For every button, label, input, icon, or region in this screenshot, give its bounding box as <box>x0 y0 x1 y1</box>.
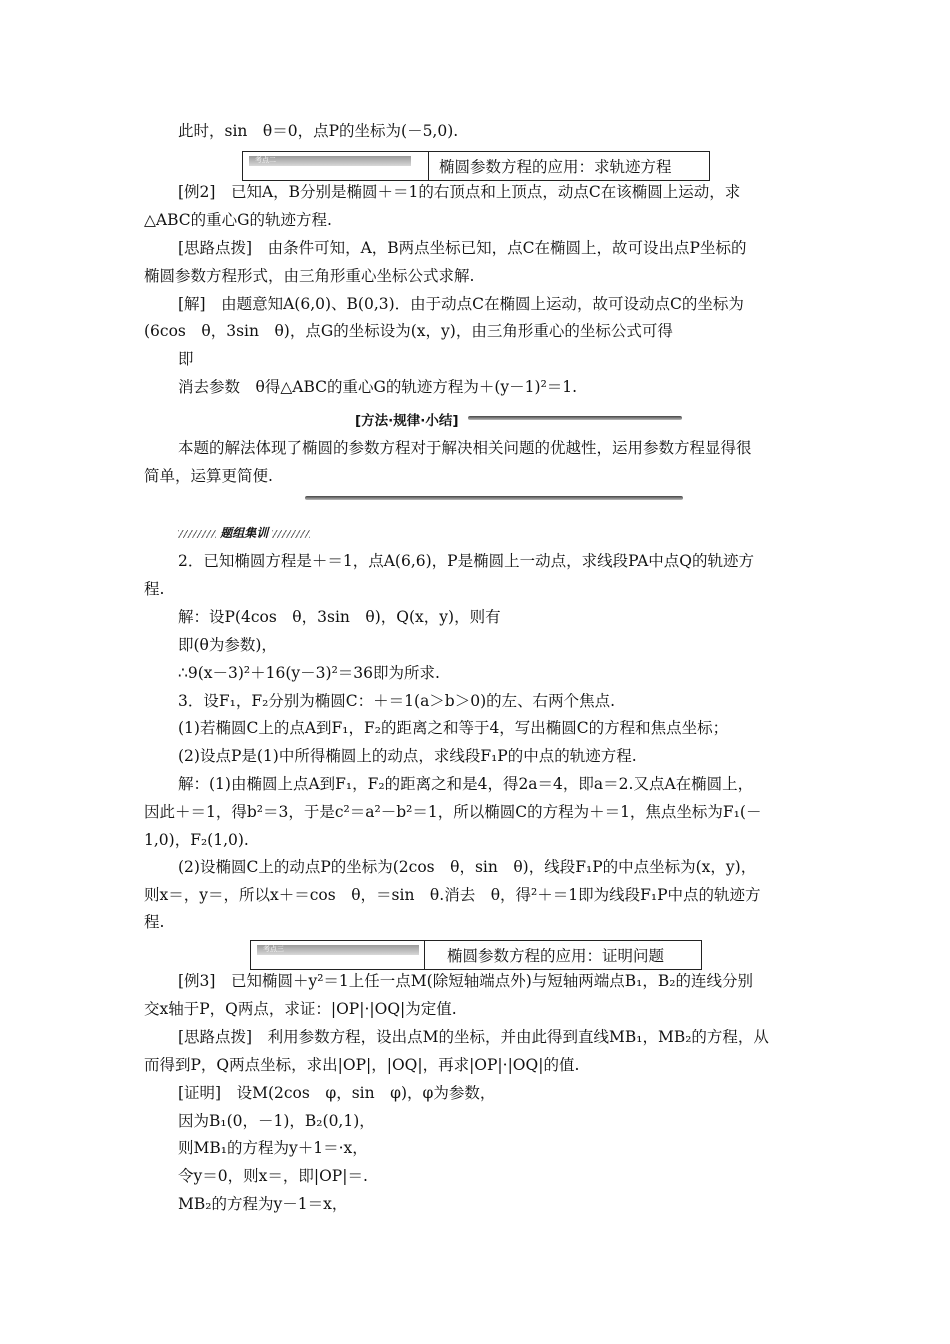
text-line: ∴9(x－3)²＋16(y－3)²＝36即为所求. <box>178 664 440 682</box>
text-line: 本题的解法体现了椭圆的参数方程对于解决相关问题的优越性，运用参数方程显得很 <box>178 439 752 457</box>
topic-title: 椭圆参数方程的应用：证明问题 <box>447 947 665 965</box>
text-line: 因此＋＝1，得b²＝3，于是c²＝a²－b²＝1，所以椭圆C的方程为＋＝1，焦点坐标为F₁(－ <box>144 803 762 821</box>
text-line: [例3] 已知椭圆＋y²＝1上任一点M(除短轴端点外)与短轴两端点B₁，B₂的连线分别 <box>178 972 753 990</box>
text-line: 则x＝，y＝，所以x＋＝cos θ，＝sin θ.消去 θ，得²＋＝1即为线段F₁P中点的轨迹方 <box>144 886 761 904</box>
text-line: MB₂的方程为y－1＝x， <box>178 1195 348 1213</box>
text-line: [证明] 设M(2cos φ，sin φ)，φ为参数， <box>178 1084 496 1102</box>
text-line: 则MB₁的方程为y＋1＝·x， <box>178 1139 368 1157</box>
text-line: (6cos θ，3sin θ)，点G的坐标设为(x，y)，由三角形重心的坐标公式可得 <box>144 322 673 340</box>
text-line: 即(θ为参数)， <box>178 636 277 654</box>
text-line: 此时，sin θ＝0，点P的坐标为(－5,0). <box>178 122 459 140</box>
heading-rule <box>468 416 682 420</box>
box-divider <box>424 941 425 969</box>
topic-tag: 考点二 <box>249 156 411 166</box>
text-line: 2．已知椭圆方程是＋＝1，点A(6,6)，P是椭圆上一动点，求线段PA中点Q的轨迹方 <box>178 552 754 570</box>
text-line: (1)若椭圆C上的点A到F₁，F₂的距离之和等于4，写出椭圆C的方程和焦点坐标； <box>178 719 729 737</box>
text-line: 椭圆参数方程形式，由三角形重心坐标公式求解. <box>144 267 475 285</box>
text-line: 3．设F₁，F₂分别为椭圆C：＋＝1(a＞b＞0)的左、右两个焦点. <box>178 692 616 710</box>
text-line: 令y＝0，则x＝，即|OP|＝. <box>178 1167 368 1185</box>
text-line: [例2] 已知A，B分别是椭圆＋＝1的右顶点和上顶点，动点C在该椭圆上运动，求 <box>178 183 741 201</box>
text-line: 简单，运算更简便. <box>144 467 273 485</box>
text-line: (2)设椭圆C上的动点P的坐标为(2cos θ，sin θ)，线段F₁P的中点坐标为(x，y)， <box>178 858 757 876</box>
text-line: 程. <box>144 580 165 598</box>
text-line: 1,0)，F₂(1,0). <box>144 831 249 849</box>
hatch-decoration <box>178 530 216 538</box>
text-line: (2)设点P是(1)中所得椭圆上的动点，求线段F₁P的中点的轨迹方程. <box>178 747 637 765</box>
box-divider <box>428 152 429 180</box>
topic-box-3 <box>250 940 702 970</box>
text-line: 而得到P，Q两点坐标，求出|OP|，|OQ|，再求|OP|·|OQ|的值. <box>144 1056 580 1074</box>
text-line: 解：(1)由椭圆上点A到F₁，F₂的距离之和是4，得2a＝4，即a＝2.又点A在椭圆上， <box>178 775 754 793</box>
section-rule <box>305 496 683 500</box>
topic-box-2 <box>242 151 710 181</box>
text-line: 交x轴于P，Q两点，求证：|OP|·|OQ|为定值. <box>144 1000 457 1018</box>
text-line: [思路点拨] 由条件可知，A，B两点坐标已知，点C在椭圆上，故可设出点P坐标的 <box>178 239 747 257</box>
exercise-group-heading: 题组集训 <box>178 524 310 541</box>
text-line: [解] 由题意知A(6,0)、B(0,3)．由于动点C在椭圆上运动，故可设动点C的坐标为 <box>178 295 744 313</box>
text-line: △ABC的重心G的轨迹方程. <box>144 211 332 229</box>
topic-tag: 考点三 <box>257 945 419 955</box>
text-line: 解：设P(4cos θ，3sin θ)，Q(x，y)，则有 <box>178 608 501 626</box>
text-line: 即 <box>178 350 194 368</box>
method-summary-heading: [方法·规律·小结] <box>355 413 459 429</box>
text-line: 程. <box>144 913 165 931</box>
hatch-decoration <box>272 530 310 538</box>
topic-title: 椭圆参数方程的应用：求轨迹方程 <box>439 158 672 176</box>
text-line: [思路点拨] 利用参数方程，设出点M的坐标，并由此得到直线MB₁，MB₂的方程，从 <box>178 1028 769 1046</box>
text-line: 因为B₁(0，－1)，B₂(0,1)， <box>178 1112 375 1130</box>
text-line: 消去参数 θ得△ABC的重心G的轨迹方程为＋(y－1)²＝1. <box>178 378 578 396</box>
